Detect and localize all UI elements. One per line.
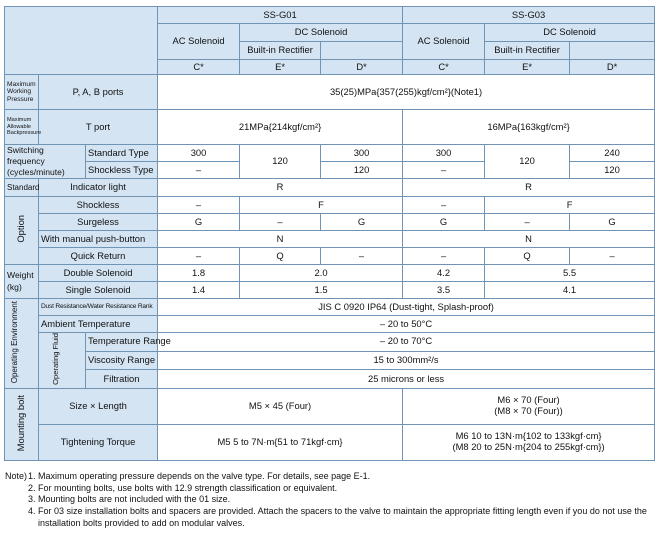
note-number: 2. bbox=[28, 482, 36, 493]
filtration-value: 25 microns or less bbox=[158, 370, 655, 389]
size-length-g01: M5 × 45 (Four) bbox=[158, 388, 403, 424]
max-pressure-label: P, A, B ports bbox=[39, 75, 158, 110]
operating-environment-category bbox=[5, 299, 39, 389]
shockless-g03-ed: F bbox=[485, 197, 655, 214]
note-number: 4. bbox=[28, 506, 36, 517]
g01-code-d: D* bbox=[321, 60, 403, 75]
note-item bbox=[5, 471, 655, 483]
indicator-light-g03: R bbox=[403, 179, 655, 197]
switching-frequency-category: Switching frequency (cycles/minute) bbox=[5, 145, 86, 179]
quick-return-label: Quick Return bbox=[39, 248, 158, 265]
operating-environment-text: Operating Environment bbox=[9, 300, 19, 384]
viscosity-range-label: Viscosity Range bbox=[86, 351, 158, 370]
weight-single-g01-c: 1.4 bbox=[158, 282, 240, 299]
note-item bbox=[5, 506, 655, 529]
note-number: 1. bbox=[28, 471, 36, 481]
note-text: For mounting bolts, use bolts with 12.9 strength classification or equivalent. bbox=[38, 482, 338, 493]
max-pressure-value: 35(25)MPa{357(255)kgf/cm²}(Note1) bbox=[158, 75, 655, 110]
g01-rectifier-header: Built-in Rectifier bbox=[240, 42, 321, 60]
tightening-torque-g03-line2: (M8 20 to 25N·m{204 to 255kgf·cm}) bbox=[452, 441, 605, 453]
g03-code-c: C* bbox=[403, 60, 485, 75]
size-length-g03-line1: M6 × 70 (Four) bbox=[497, 394, 560, 406]
shockless-g03-c: – bbox=[403, 197, 485, 214]
surgeless-g03-c: G bbox=[403, 214, 485, 231]
size-length-label: Size × Length bbox=[39, 388, 158, 424]
weight-single-g03-ed: 4.1 bbox=[485, 282, 655, 299]
quick-return-g01-c: – bbox=[158, 248, 240, 265]
shockless-option-label: Shockless bbox=[39, 197, 158, 214]
tightening-torque-g01: M5 5 to 7N·m{51 to 71kgf·cm} bbox=[158, 424, 403, 460]
ambient-temperature-value: – 20 to 50°C bbox=[158, 316, 655, 333]
surgeless-g03-d: G bbox=[570, 214, 655, 231]
switching-g03-c-standard: 300 bbox=[403, 145, 485, 162]
operating-fluid-category bbox=[39, 333, 86, 389]
weight-single-g01-ed: 1.5 bbox=[240, 282, 403, 299]
shockless-type-label: Shockless Type bbox=[86, 162, 158, 179]
temperature-range-label: Temperature Range bbox=[86, 333, 158, 352]
note-text: For 03 size installation bolts and spacers are provided. Attach the spacers to the valve to maintain the appropriate fitting length even if you do not use the installation bolts provided to add on modular valves. bbox=[38, 506, 647, 528]
size-length-g03 bbox=[403, 388, 655, 424]
quick-return-g01-d: – bbox=[321, 248, 403, 265]
quick-return-g03-e: Q bbox=[485, 248, 570, 265]
t-port-g03-value: 16MPa{163kgf/cm²} bbox=[403, 110, 655, 145]
quick-return-g03-d: – bbox=[570, 248, 655, 265]
indicator-light-label: Indicator light bbox=[39, 179, 158, 197]
weight-double-g03-c: 4.2 bbox=[403, 265, 485, 282]
note-number: 3. bbox=[28, 494, 36, 505]
size-length-g03-line2: (M8 × 70 (Four)) bbox=[494, 405, 563, 417]
dust-resistance-value: JIS C 0920 IP64 (Dust-tight, Splash-proof) bbox=[158, 299, 655, 316]
manual-push-button-label: With manual push-button bbox=[39, 231, 158, 248]
dust-resistance-label: Dust Resistance/Water Resistance Rank bbox=[39, 299, 158, 316]
surgeless-label: Surgeless bbox=[39, 214, 158, 231]
g01-dc-solenoid-header: DC Solenoid bbox=[240, 24, 403, 42]
shockless-g01-c: – bbox=[158, 197, 240, 214]
switching-g03-e: 120 bbox=[485, 145, 570, 179]
notes-section bbox=[5, 471, 655, 529]
switching-g01-e: 120 bbox=[240, 145, 321, 179]
g01-code-c: C* bbox=[158, 60, 240, 75]
specification-table bbox=[4, 6, 655, 461]
viscosity-range-value: 15 to 300mm²/s bbox=[158, 351, 655, 370]
model-g01-header: SS-G01 bbox=[158, 7, 403, 24]
max-pressure-category: Maximum Working Pressure bbox=[5, 75, 39, 110]
backpressure-category: Maximum Allowable Backpressure bbox=[5, 110, 39, 145]
surgeless-g01-e: – bbox=[240, 214, 321, 231]
operating-fluid-text: Operating Fluid bbox=[51, 333, 60, 385]
temperature-range-value: – 20 to 70°C bbox=[158, 333, 655, 352]
manual-push-button-g03: N bbox=[403, 231, 655, 248]
filtration-label: Filtration bbox=[86, 370, 158, 389]
mounting-bolt-text: Mounting bolt bbox=[15, 394, 27, 451]
mounting-bolt-category bbox=[5, 388, 39, 460]
manual-push-button-g01: N bbox=[158, 231, 403, 248]
weight-single-g03-c: 3.5 bbox=[403, 282, 485, 299]
g03-code-e: E* bbox=[485, 60, 570, 75]
weight-double-g01-c: 1.8 bbox=[158, 265, 240, 282]
g01-blank-header bbox=[321, 42, 403, 60]
option-category-text: Option bbox=[15, 215, 27, 243]
weight-category: Weight (kg) bbox=[5, 265, 39, 299]
note-item bbox=[5, 494, 655, 506]
g03-dc-solenoid-header: DC Solenoid bbox=[485, 24, 655, 42]
g03-ac-solenoid-header: AC Solenoid bbox=[403, 24, 485, 60]
switching-g03-c-shockless: – bbox=[403, 162, 485, 179]
tightening-torque-g03 bbox=[403, 424, 655, 460]
surgeless-g03-e: – bbox=[485, 214, 570, 231]
tightening-torque-label: Tightening Torque bbox=[39, 424, 158, 460]
quick-return-g01-e: Q bbox=[240, 248, 321, 265]
model-g03-header: SS-G03 bbox=[403, 7, 655, 24]
t-port-g01-value: 21MPa{214kgf/cm²} bbox=[158, 110, 403, 145]
switching-g01-c-shockless: – bbox=[158, 162, 240, 179]
switching-g01-d-shockless: 120 bbox=[321, 162, 403, 179]
ambient-temperature-label: Ambient Temperature bbox=[39, 316, 158, 333]
switching-g01-d-standard: 300 bbox=[321, 145, 403, 162]
option-category bbox=[5, 197, 39, 265]
note-item bbox=[5, 483, 655, 495]
g01-ac-solenoid-header: AC Solenoid bbox=[158, 24, 240, 60]
g03-rectifier-header: Built-in Rectifier bbox=[485, 42, 570, 60]
g03-blank-header bbox=[570, 42, 655, 60]
note-text: Mounting bolts are not included with the 01 size. bbox=[38, 494, 231, 505]
g01-code-e: E* bbox=[240, 60, 321, 75]
shockless-g01-ed: F bbox=[240, 197, 403, 214]
t-port-label: T port bbox=[39, 110, 158, 145]
surgeless-g01-c: G bbox=[158, 214, 240, 231]
switching-g03-d-shockless: 120 bbox=[570, 162, 655, 179]
surgeless-g01-d: G bbox=[321, 214, 403, 231]
switching-g01-c-standard: 300 bbox=[158, 145, 240, 162]
header-corner bbox=[5, 7, 158, 75]
note-text: Maximum operating pressure depends on the valve type. For details, see page E-1. bbox=[38, 471, 371, 481]
g03-code-d: D* bbox=[570, 60, 655, 75]
indicator-light-g01: R bbox=[158, 179, 403, 197]
weight-double-g01-ed: 2.0 bbox=[240, 265, 403, 282]
notes-prefix: Note) bbox=[5, 471, 28, 481]
tightening-torque-g03-line1: M6 10 to 13N·m{102 to 133kgf·cm} bbox=[455, 430, 602, 442]
switching-g03-d-standard: 240 bbox=[570, 145, 655, 162]
weight-double-g03-ed: 5.5 bbox=[485, 265, 655, 282]
standard-category: Standard bbox=[5, 179, 39, 197]
quick-return-g03-c: – bbox=[403, 248, 485, 265]
single-solenoid-label: Single Solenoid bbox=[39, 282, 158, 299]
standard-type-label: Standard Type bbox=[86, 145, 158, 162]
double-solenoid-label: Double Solenoid bbox=[39, 265, 158, 282]
